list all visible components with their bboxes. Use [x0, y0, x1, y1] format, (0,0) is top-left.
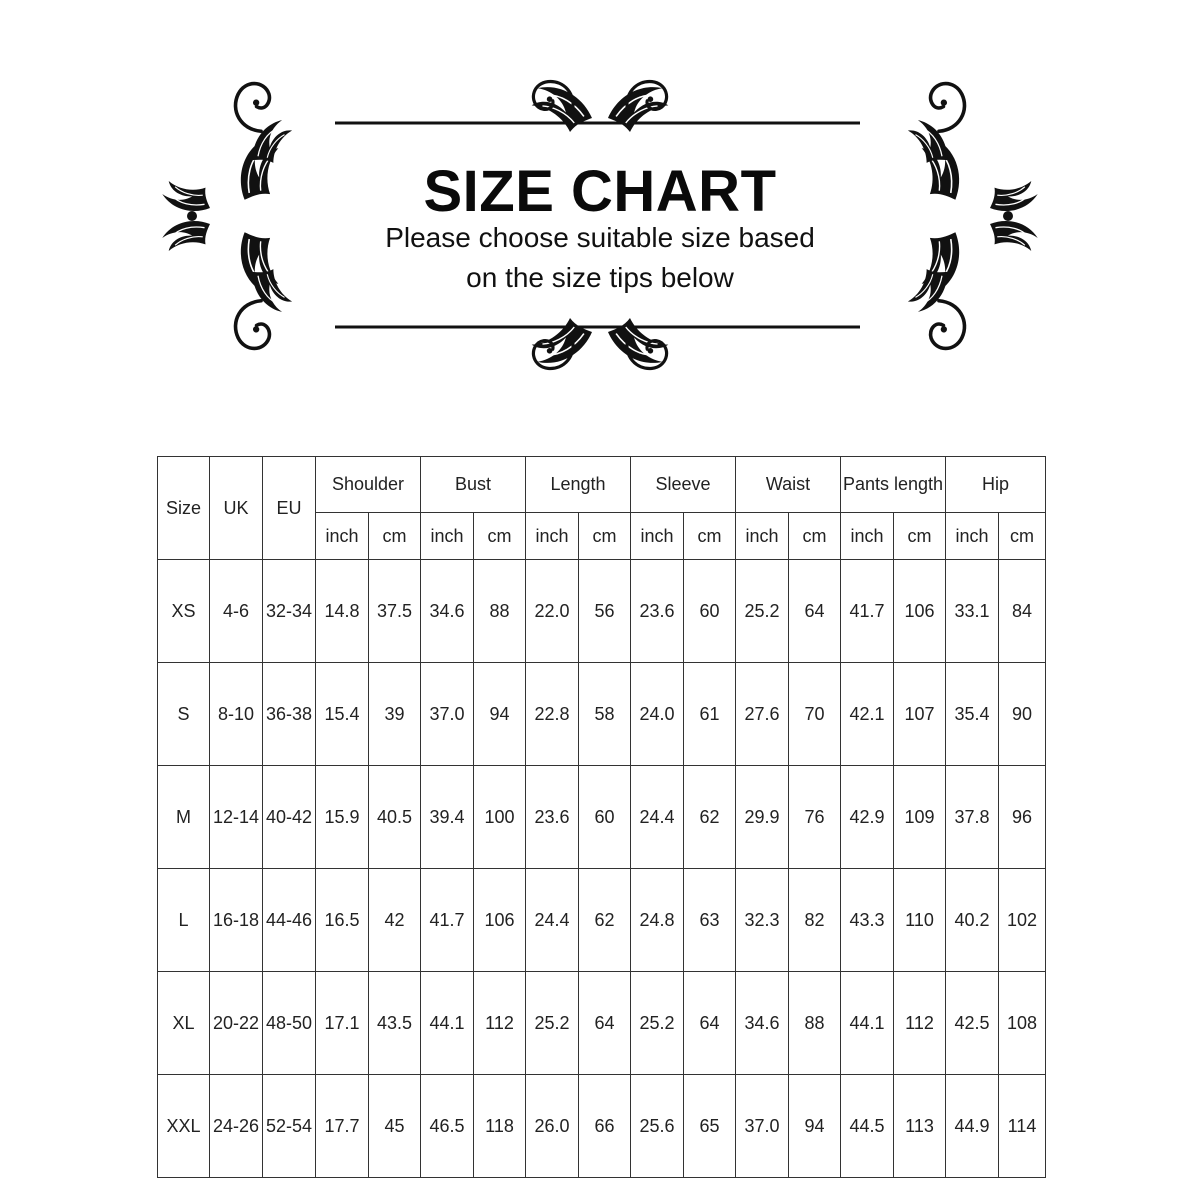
table-cell: 25.2 — [736, 560, 789, 663]
table-cell: 70 — [789, 663, 841, 766]
table-cell: 39 — [369, 663, 421, 766]
table-cell: 35.4 — [946, 663, 999, 766]
col-header-sleeve: Sleeve — [631, 457, 736, 513]
col-header-length: Length — [526, 457, 631, 513]
table-cell: 88 — [789, 972, 841, 1075]
table-cell: 63 — [684, 869, 736, 972]
table-cell: 39.4 — [421, 766, 474, 869]
table-cell: 20-22 — [210, 972, 263, 1075]
unit-header: inch — [946, 513, 999, 560]
size-label-cell: S — [158, 663, 210, 766]
table-cell: 56 — [579, 560, 631, 663]
table-row — [158, 766, 1046, 869]
table-body — [158, 560, 1046, 1178]
table-cell: 62 — [579, 869, 631, 972]
subtitle-line-1: Please choose suitable size based — [385, 222, 815, 253]
table-cell: 76 — [789, 766, 841, 869]
table-cell: 32-34 — [263, 560, 316, 663]
table-cell: 109 — [894, 766, 946, 869]
table-cell: 24.8 — [631, 869, 684, 972]
size-chart-header — [0, 0, 1200, 420]
subtitle-line-2: on the size tips below — [466, 262, 734, 293]
table-cell: 34.6 — [421, 560, 474, 663]
col-header-bust: Bust — [421, 457, 526, 513]
unit-header: inch — [736, 513, 789, 560]
table-cell: 42.5 — [946, 972, 999, 1075]
table-cell: 110 — [894, 869, 946, 972]
table-cell: 25.2 — [631, 972, 684, 1075]
table-cell: 4-6 — [210, 560, 263, 663]
table-cell: 112 — [474, 972, 526, 1075]
unit-header: cm — [894, 513, 946, 560]
table-cell: 26.0 — [526, 1075, 579, 1178]
table-cell: 60 — [684, 560, 736, 663]
table-cell: 15.4 — [316, 663, 369, 766]
table-cell: 90 — [999, 663, 1046, 766]
unit-header: cm — [369, 513, 421, 560]
table-cell: 24.0 — [631, 663, 684, 766]
header-row-groups — [158, 457, 1046, 513]
table-cell: 96 — [999, 766, 1046, 869]
unit-header: inch — [631, 513, 684, 560]
table-cell: 40-42 — [263, 766, 316, 869]
ornament-top-center — [527, 80, 674, 138]
table-cell: 17.1 — [316, 972, 369, 1075]
table-cell: 37.0 — [736, 1075, 789, 1178]
table-cell: 65 — [684, 1075, 736, 1178]
table-cell: 32.3 — [736, 869, 789, 972]
table-cell: 14.8 — [316, 560, 369, 663]
col-header-uk: UK — [210, 457, 263, 560]
table-cell: 64 — [789, 560, 841, 663]
table-cell: 64 — [684, 972, 736, 1075]
table-cell: 52-54 — [263, 1075, 316, 1178]
col-header-eu: EU — [263, 457, 316, 560]
table-row — [158, 1075, 1046, 1178]
table-cell: 44.9 — [946, 1075, 999, 1178]
table-cell: 62 — [684, 766, 736, 869]
table-cell: 22.8 — [526, 663, 579, 766]
table-cell: 45 — [369, 1075, 421, 1178]
table-cell: 84 — [999, 560, 1046, 663]
table-cell: 15.9 — [316, 766, 369, 869]
table-cell: 17.7 — [316, 1075, 369, 1178]
table-cell: 43.5 — [369, 972, 421, 1075]
table-cell: 66 — [579, 1075, 631, 1178]
table-row — [158, 663, 1046, 766]
table-cell: 23.6 — [526, 766, 579, 869]
table-cell: 40.2 — [946, 869, 999, 972]
table-cell: 102 — [999, 869, 1046, 972]
table-cell: 46.5 — [421, 1075, 474, 1178]
table-cell: 16-18 — [210, 869, 263, 972]
table-cell: 58 — [579, 663, 631, 766]
table-cell: 24.4 — [631, 766, 684, 869]
size-label-cell: M — [158, 766, 210, 869]
unit-header: inch — [421, 513, 474, 560]
unit-header: cm — [474, 513, 526, 560]
table-cell: 44.5 — [841, 1075, 894, 1178]
ornament-bottom-center — [527, 312, 674, 370]
col-header-size: Size — [158, 457, 210, 560]
table-cell: 44.1 — [421, 972, 474, 1075]
table-cell: 41.7 — [421, 869, 474, 972]
table-cell: 100 — [474, 766, 526, 869]
table-cell: 34.6 — [736, 972, 789, 1075]
table-cell: 40.5 — [369, 766, 421, 869]
size-label-cell: XL — [158, 972, 210, 1075]
table-cell: 37.8 — [946, 766, 999, 869]
table-cell: 94 — [474, 663, 526, 766]
unit-header: cm — [789, 513, 841, 560]
table-cell: 16.5 — [316, 869, 369, 972]
table-cell: 8-10 — [210, 663, 263, 766]
table-cell: 22.0 — [526, 560, 579, 663]
table-cell: 43.3 — [841, 869, 894, 972]
table-cell: 106 — [894, 560, 946, 663]
table-cell: 44.1 — [841, 972, 894, 1075]
table-cell: 44-46 — [263, 869, 316, 972]
size-label-cell: XS — [158, 560, 210, 663]
table-cell: 48-50 — [263, 972, 316, 1075]
table-cell: 106 — [474, 869, 526, 972]
table-cell: 88 — [474, 560, 526, 663]
table-cell: 24-26 — [210, 1075, 263, 1178]
col-header-hip: Hip — [946, 457, 1046, 513]
table-cell: 42.1 — [841, 663, 894, 766]
table-cell: 24.4 — [526, 869, 579, 972]
table-cell: 42 — [369, 869, 421, 972]
table-cell: 41.7 — [841, 560, 894, 663]
table-row — [158, 972, 1046, 1075]
table-cell: 23.6 — [631, 560, 684, 663]
table-cell: 60 — [579, 766, 631, 869]
unit-header: cm — [999, 513, 1046, 560]
table-cell: 107 — [894, 663, 946, 766]
table-cell: 113 — [894, 1075, 946, 1178]
table-cell: 25.2 — [526, 972, 579, 1075]
unit-header: inch — [526, 513, 579, 560]
table-cell: 114 — [999, 1075, 1046, 1178]
table-cell: 42.9 — [841, 766, 894, 869]
table-cell: 12-14 — [210, 766, 263, 869]
table-cell: 37.5 — [369, 560, 421, 663]
page-title: SIZE CHART — [423, 159, 777, 224]
unit-header: inch — [316, 513, 369, 560]
col-header-pants-length: Pants length — [841, 457, 946, 513]
unit-header: inch — [841, 513, 894, 560]
size-table — [157, 456, 1046, 1178]
table-cell: 108 — [999, 972, 1046, 1075]
unit-header: cm — [579, 513, 631, 560]
size-label-cell: L — [158, 869, 210, 972]
unit-header: cm — [684, 513, 736, 560]
table-cell: 94 — [789, 1075, 841, 1178]
table-cell: 82 — [789, 869, 841, 972]
table-cell: 61 — [684, 663, 736, 766]
table-cell: 37.0 — [421, 663, 474, 766]
table-row — [158, 560, 1046, 663]
table-cell: 118 — [474, 1075, 526, 1178]
table-cell: 27.6 — [736, 663, 789, 766]
col-header-shoulder: Shoulder — [316, 457, 421, 513]
table-cell: 29.9 — [736, 766, 789, 869]
col-header-waist: Waist — [736, 457, 841, 513]
table-cell: 112 — [894, 972, 946, 1075]
size-label-cell: XXL — [158, 1075, 210, 1178]
table-row — [158, 869, 1046, 972]
table-cell: 25.6 — [631, 1075, 684, 1178]
table-cell: 64 — [579, 972, 631, 1075]
table-cell: 33.1 — [946, 560, 999, 663]
table-cell: 36-38 — [263, 663, 316, 766]
